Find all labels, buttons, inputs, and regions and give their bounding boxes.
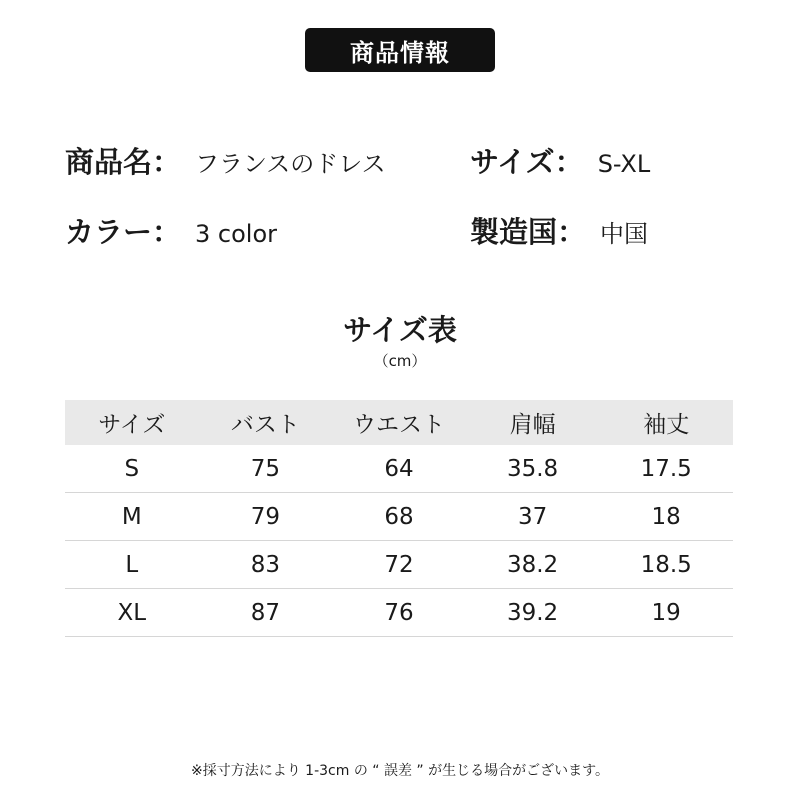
table-cell: 72 bbox=[332, 541, 466, 589]
table-cell: 87 bbox=[199, 589, 333, 637]
column-header-size: サイズ bbox=[65, 400, 199, 445]
table-cell: 19 bbox=[599, 589, 733, 637]
table-cell: 35.8 bbox=[466, 445, 600, 493]
size-chart-header-row bbox=[65, 400, 733, 445]
origin-row bbox=[470, 210, 648, 251]
table-cell: 76 bbox=[332, 589, 466, 637]
size-range-row bbox=[470, 140, 650, 181]
table-cell: 18 bbox=[599, 493, 733, 541]
table-cell: 75 bbox=[199, 445, 333, 493]
table-row bbox=[65, 493, 733, 541]
table-cell: M bbox=[65, 493, 199, 541]
product-name-row bbox=[65, 140, 386, 181]
table-cell: 17.5 bbox=[599, 445, 733, 493]
column-header-sleeve: 袖丈 bbox=[599, 400, 733, 445]
column-header-bust: バスト bbox=[199, 400, 333, 445]
section-title-badge: 商品情報 bbox=[305, 28, 495, 72]
color-value: 3 color bbox=[195, 220, 278, 248]
size-chart-title: サイズ表 bbox=[343, 313, 457, 347]
size-range-label: サイズ： bbox=[470, 145, 584, 179]
origin-label: 製造国： bbox=[470, 215, 587, 249]
origin-value: 中国 bbox=[600, 220, 649, 248]
product-name-label: 商品名： bbox=[65, 145, 182, 179]
table-row bbox=[65, 589, 733, 637]
table-cell: L bbox=[65, 541, 199, 589]
size-chart-unit: （cm） bbox=[373, 352, 427, 370]
table-cell: 38.2 bbox=[466, 541, 600, 589]
column-header-waist: ウエスト bbox=[332, 400, 466, 445]
product-name-value: フランスのドレス bbox=[195, 150, 386, 178]
table-row bbox=[65, 541, 733, 589]
table-row bbox=[65, 445, 733, 493]
measurement-note: ※採寸方法により 1-3cm の “ 誤差 ” が生じる場合がございます。 bbox=[190, 763, 610, 779]
table-cell: XL bbox=[65, 589, 199, 637]
table-cell: 18.5 bbox=[599, 541, 733, 589]
color-row bbox=[65, 210, 277, 251]
size-chart-table bbox=[65, 400, 733, 637]
size-range-value: S-XL bbox=[597, 150, 651, 178]
column-header-shoulder: 肩幅 bbox=[466, 400, 600, 445]
table-cell: 39.2 bbox=[466, 589, 600, 637]
table-cell: 68 bbox=[332, 493, 466, 541]
table-cell: S bbox=[65, 445, 199, 493]
table-cell: 64 bbox=[332, 445, 466, 493]
table-cell: 83 bbox=[199, 541, 333, 589]
table-cell: 79 bbox=[199, 493, 333, 541]
color-label: カラー： bbox=[65, 215, 182, 249]
table-cell: 37 bbox=[466, 493, 600, 541]
